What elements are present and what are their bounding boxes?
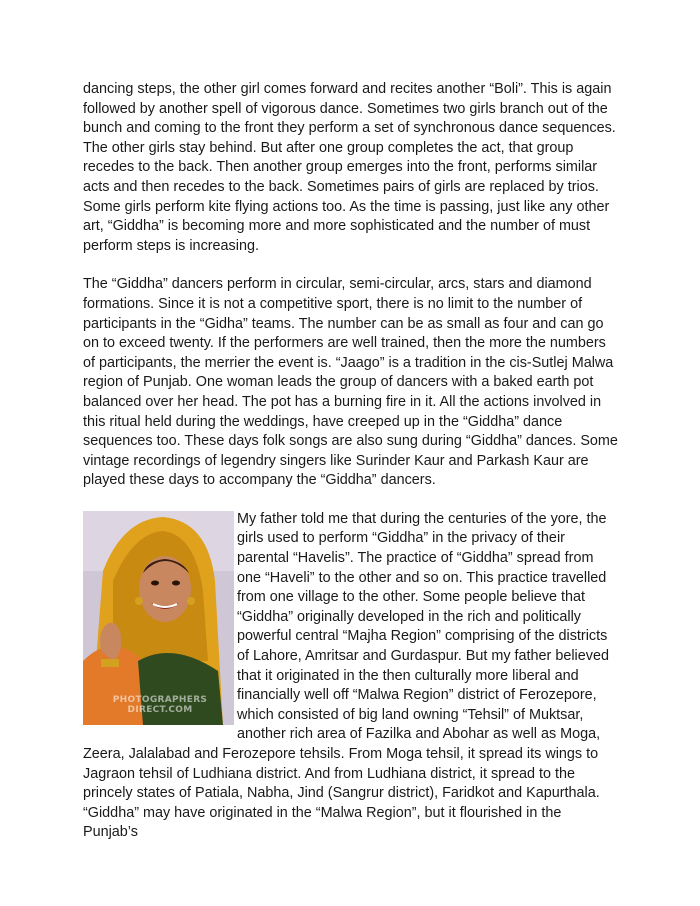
paragraph-dance-sequences: dancing steps, the other girl comes forward and recites another “Boli”. This is again followed by another spell of vigorous dance. Sometimes two girls branch out of the bunch and coming to the front they perform a set of synchronous dance sequences. The other girls stay behind. But after one group completes the act, that group recedes to the back. Then another group emerges into the front, performs similar acts and then recedes to the back. Sometimes pairs of girls are replaced by trios. Some girls perform kite flying actions too. As the time is passing, just like any other art, “Giddha” is becoming more and more sophisticated and the number of must perform steps is increasing. xyxy=(83,81,616,254)
paragraph-formations: The “Giddha” dancers perform in circular, semi-circular, arcs, stars and diamond formations. Since it is not a competitive sport, there is no limit to the number of participants in the “Gidha” teams. The number can be as small as four and can go on to exceed twenty. If the performers are well trained, then the more the numbers of participants, the merrier the event is. “Jaago” is a tradition in the cis-Sutlej Malwa region of Punjab. One woman leads the group of dancers with a baked earth pot balanced over her head. The pot has a burning fire in it. All the actions involved in this ritual held during the weddings, have creeped up in the “Giddha” dance sequences too. These days folk songs are also sung during “Giddha” dances. Some vintage recordings of legendry singers like Surinder Kaur and Parkash Kaur are played these days to accompany the “Giddha” dancers. xyxy=(83,276,618,489)
paragraph-origin xyxy=(83,510,619,843)
dancer-illustration xyxy=(83,511,234,725)
giddha-dancer-photo xyxy=(83,511,234,725)
paragraph-origin-text: My father told me that during the centuries of the yore, the girls used to perform “Giddha” in the privacy of their parental “Havelis”. The practice of “Giddha” spread from one “Haveli” to the other and so on. This practice travelled from one village to the other. Some people believe that “Giddha” originally developed in the rich and politically powerful central “Majha Region” comprising of the districts of Lahore, Amritsar and Gurdaspur. But my father believed that it originated in the then culturally more liberal and financially well off “Malwa Region” district of Ferozepore, which consisted of big land owning “Tehsil” of Muktsar, another rich area of Fazilka and Abohar as well as Moga, Zeera, Jalalabad and Ferozepore tehsils. From Moga tehsil, it spread its wings to Jagraon tehsil of Ludhiana district. And from Ludhiana district, it spread to the princely states of Patiala, Nabha, Jind (Sangrur district), Faridkot and Kapurthala. “Giddha” may have originated in the “Malwa Region”, but it flourished in the Punjab’s xyxy=(83,510,609,841)
photo-watermark: PHOTOGRAPHERS DIRECT.COM xyxy=(112,694,208,715)
document-page xyxy=(83,80,619,862)
